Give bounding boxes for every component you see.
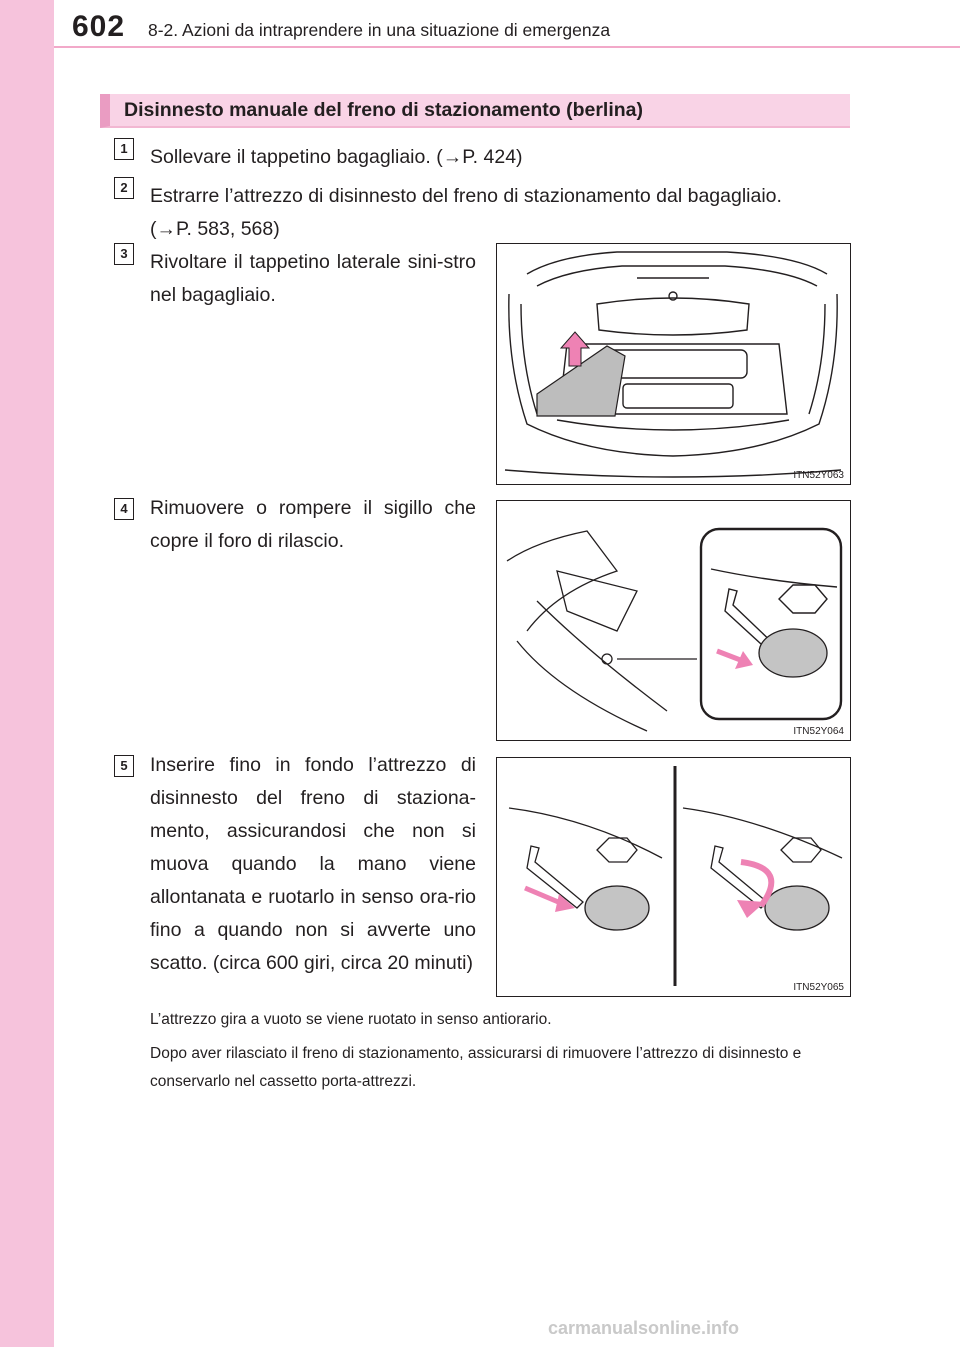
step-1-text: Sollevare il tappetino bagagliaio. (→P. 424) [150,146,523,168]
watermark: carmanualsonline.info [548,1318,740,1338]
chapter-title: 8-2. Azioni da intraprendere in una situazione di emergenza [148,20,611,40]
step-number-3: 3 [114,243,134,265]
release-hole-figure [496,500,851,741]
trunk-side-illustration [497,501,849,739]
figure-code-3: ITN52Y063 [793,470,844,481]
note-counterclockwise: L’attrezzo gira a vuoto se viene ruotato in senso antiorario. [150,1011,552,1028]
figure-code-5: ITN52Y065 [793,982,844,993]
tool-insertion-figure [496,757,851,997]
step-number-2: 2 [114,177,134,199]
tool-rotation-illustration [497,758,849,995]
side-tab [0,0,54,1347]
page-number: 602 [72,10,126,43]
header-divider [54,46,960,48]
figure-code-4: ITN52Y064 [793,726,844,737]
step-4-text: Rimuovere o rompere il sigillo che copre il foro di rilascio. [150,497,476,552]
section-heading-text: Disinnesto manuale del freno di stazionamento (berlina) [124,99,643,121]
step-5-text: Inserire fino in fondo l’attrezzo di disinnesto del freno di staziona-mento, assicurandosi che non si muova quando la mano viene allontanata e ruotarlo in senso ora-rio fino a quando non si avverte uno scatto. (circa 600 giri, circa 20 minuti) [150,754,476,974]
section-heading [100,94,850,128]
note-store-tool: Dopo aver rilasciato il freno di stazionamento, assicurarsi di rimuovere l’attrezzo di disinnesto e conservarlo nel cassetto porta-attrezzi. [150,1045,802,1090]
trunk-mat-figure [496,243,851,485]
trunk-open-illustration [497,244,849,483]
step-2-line-2: (→P. 583, 568) [150,218,280,240]
step-number-5: 5 [114,755,134,777]
step-number-4: 4 [114,498,134,520]
step-2-line-1: Estrarre l’attrezzo di disinnesto del freno di stazionamento dal bagagliaio. [150,185,782,207]
step-number-1: 1 [114,138,134,160]
step-3-text: Rivoltare il tappetino laterale sini-stro nel bagagliaio. [150,251,476,306]
